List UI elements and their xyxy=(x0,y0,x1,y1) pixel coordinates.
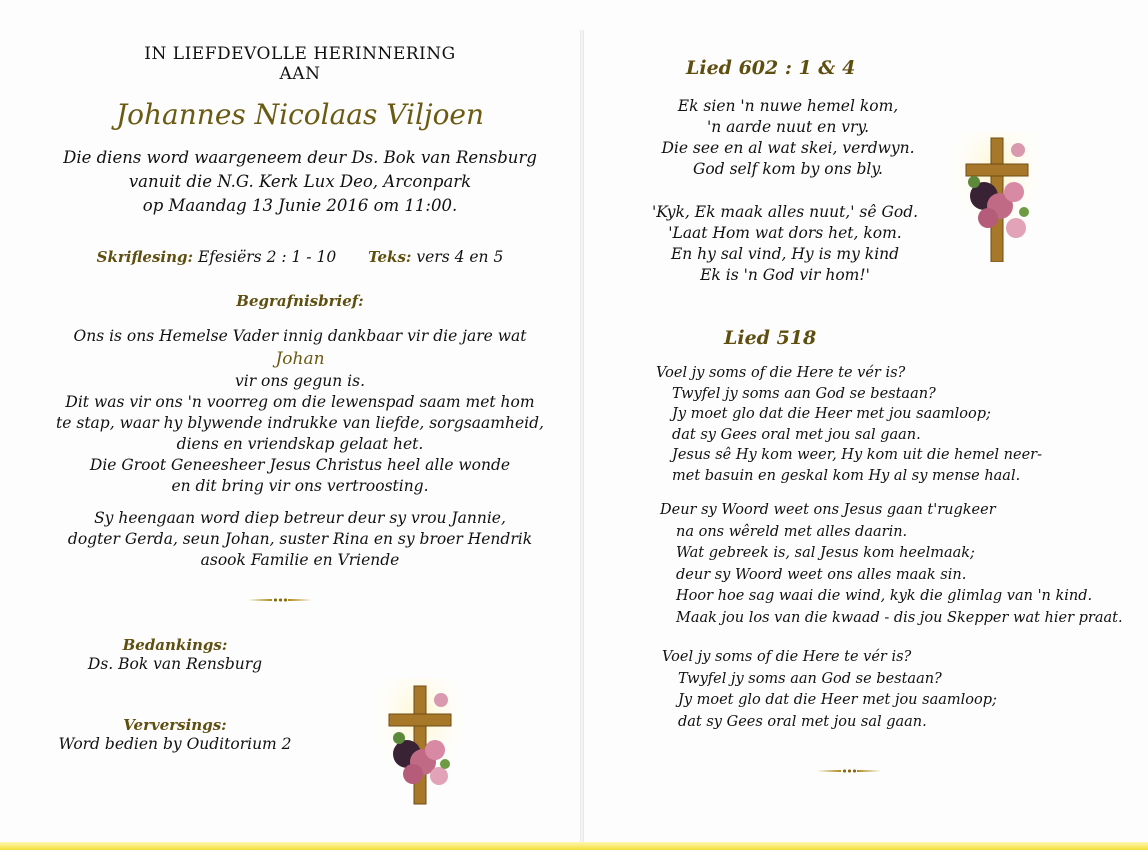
verse-line: Deur sy Woord weet ons Jesus gaan t'rugkeer xyxy=(660,502,996,518)
verse-line: Jy moet glo dat die Heer met jou saamloop; xyxy=(672,406,991,422)
service-line: op Maandag 13 Junie 2016 om 11:00. xyxy=(142,196,458,215)
memorial-heading-line1: IN LIEFDEVOLLE HERINNERING xyxy=(144,44,456,64)
letter-body xyxy=(40,326,560,497)
scripture-row xyxy=(40,247,560,268)
mourners-line: Sy heengaan word diep betreur deur sy vrou Jannie, xyxy=(94,509,506,527)
hymn1-verse1 xyxy=(658,96,918,180)
hymn2-verse2 xyxy=(660,500,1123,629)
hymn1-verse2 xyxy=(650,202,920,286)
verse-line: God self kom by ons bly. xyxy=(693,160,883,178)
verse-line: Jy moet glo dat die Heer met jou saamloop; xyxy=(678,692,997,708)
left-page xyxy=(40,0,560,842)
verse-line: Twyfel jy soms aan God se bestaan? xyxy=(672,385,936,402)
verse-line: na ons wêreld met alles daarin. xyxy=(676,523,908,540)
verse-line: Die see en al wat skei, verdwyn. xyxy=(661,139,915,157)
verse-line: dat sy Gees oral met jou sal gaan. xyxy=(678,713,927,730)
verse-line: 'n aarde nuut en vry. xyxy=(706,118,870,136)
hymn2-title: Lied 518 xyxy=(724,327,817,349)
verse-line: En hy sal vind, Hy is my kind xyxy=(670,245,900,263)
hymn2-verse3 xyxy=(662,647,1102,733)
service-line: Die diens word waargeneem deur Ds. Bok van Rensburg xyxy=(63,148,537,167)
verse-line: Wat gebreek is, sal Jesus kom heelmaak; xyxy=(676,545,975,561)
thanks-heading: Bedankings: xyxy=(122,636,228,654)
verse-line: Voel jy soms of die Here te vér is? xyxy=(662,649,912,665)
fold-line xyxy=(580,30,584,842)
scripture-label: Skriflesing: xyxy=(96,248,194,266)
verse-line: Voel jy soms of die Here te vér is? xyxy=(656,365,906,381)
verse-line: Hoor hoe sag waai die wind, kyk die glimlag van 'n kind. xyxy=(676,588,1093,604)
text-label: Teks: xyxy=(368,248,412,266)
letter-line: Dit was vir ons 'n voorreg om die lewenspad saam met hom xyxy=(65,393,535,411)
letter-line: vir ons gegun is. xyxy=(235,372,365,390)
memorial-heading xyxy=(40,44,560,84)
verse-line: Ek is 'n God vir hom!' xyxy=(700,266,870,284)
verse-line: met basuin en geskal kom Hy al sy mense haal. xyxy=(672,467,1021,484)
verse-line: Maak jou los van die kwaad - dis jou Skepper wat hier praat. xyxy=(676,609,1123,626)
cross-flowers-icon xyxy=(375,678,465,808)
letter-line: diens en vriendskap gelaat het. xyxy=(176,435,424,453)
verse-line: 'Laat Hom wat dors het, kom. xyxy=(668,224,902,242)
thanks-value: Ds. Bok van Rensburg xyxy=(87,655,263,673)
cross-flowers-icon xyxy=(952,132,1042,262)
scripture-value: Efesiërs 2 : 1 - 10 xyxy=(197,248,337,266)
mourners-line: asook Familie en Vriende xyxy=(200,551,400,569)
verse-line: deur sy Woord weet ons alles maak sin. xyxy=(676,566,967,583)
verse-line: Ek sien 'n nuwe hemel kom, xyxy=(677,97,899,115)
paper-edge xyxy=(0,842,1148,850)
mourners xyxy=(40,508,560,571)
right-page xyxy=(600,0,1123,842)
verse-line: Jesus sê Hy kom weer, Hy kom uit die hemel neer- xyxy=(672,447,1042,463)
service-details xyxy=(40,146,560,218)
letter-name: Johan xyxy=(275,349,325,369)
thanks-section xyxy=(60,636,290,675)
refreshments-heading: Verversings: xyxy=(123,716,227,734)
text-value: vers 4 en 5 xyxy=(416,248,504,266)
hymn2-verse1 xyxy=(656,363,1096,486)
letter-line: te stap, waar hy blywende indrukke van liefde, sorgsaamheid, xyxy=(56,414,544,432)
divider-ornament xyxy=(817,768,881,774)
service-line: vanuit die N.G. Kerk Lux Deo, Arconpark xyxy=(128,172,472,191)
mourners-line: dogter Gerda, seun Johan, suster Rina en sy broer Hendrik xyxy=(67,530,533,548)
letter-line: Ons is ons Hemelse Vader innig dankbaar vir die jare wat xyxy=(73,327,527,345)
memorial-heading-line2: AAN xyxy=(279,64,321,84)
divider-ornament xyxy=(248,597,312,603)
verse-line: Twyfel jy soms aan God se bestaan? xyxy=(678,670,942,687)
hymn1-title: Lied 602 : 1 & 4 xyxy=(686,57,856,79)
verse-line: dat sy Gees oral met jou sal gaan. xyxy=(672,426,921,443)
letter-line: en dit bring vir ons vertroosting. xyxy=(171,477,429,495)
deceased-name: Johannes Nicolaas Viljoen xyxy=(115,98,485,131)
letter-heading: Begrafnisbrief: xyxy=(236,292,364,310)
refreshments-value: Word bedien by Ouditorium 2 xyxy=(58,735,292,753)
verse-line: 'Kyk, Ek maak alles nuut,' sê God. xyxy=(651,203,919,221)
letter-line: Die Groot Geneesheer Jesus Christus heel alle wonde xyxy=(89,456,511,474)
refreshments-section xyxy=(40,716,310,755)
